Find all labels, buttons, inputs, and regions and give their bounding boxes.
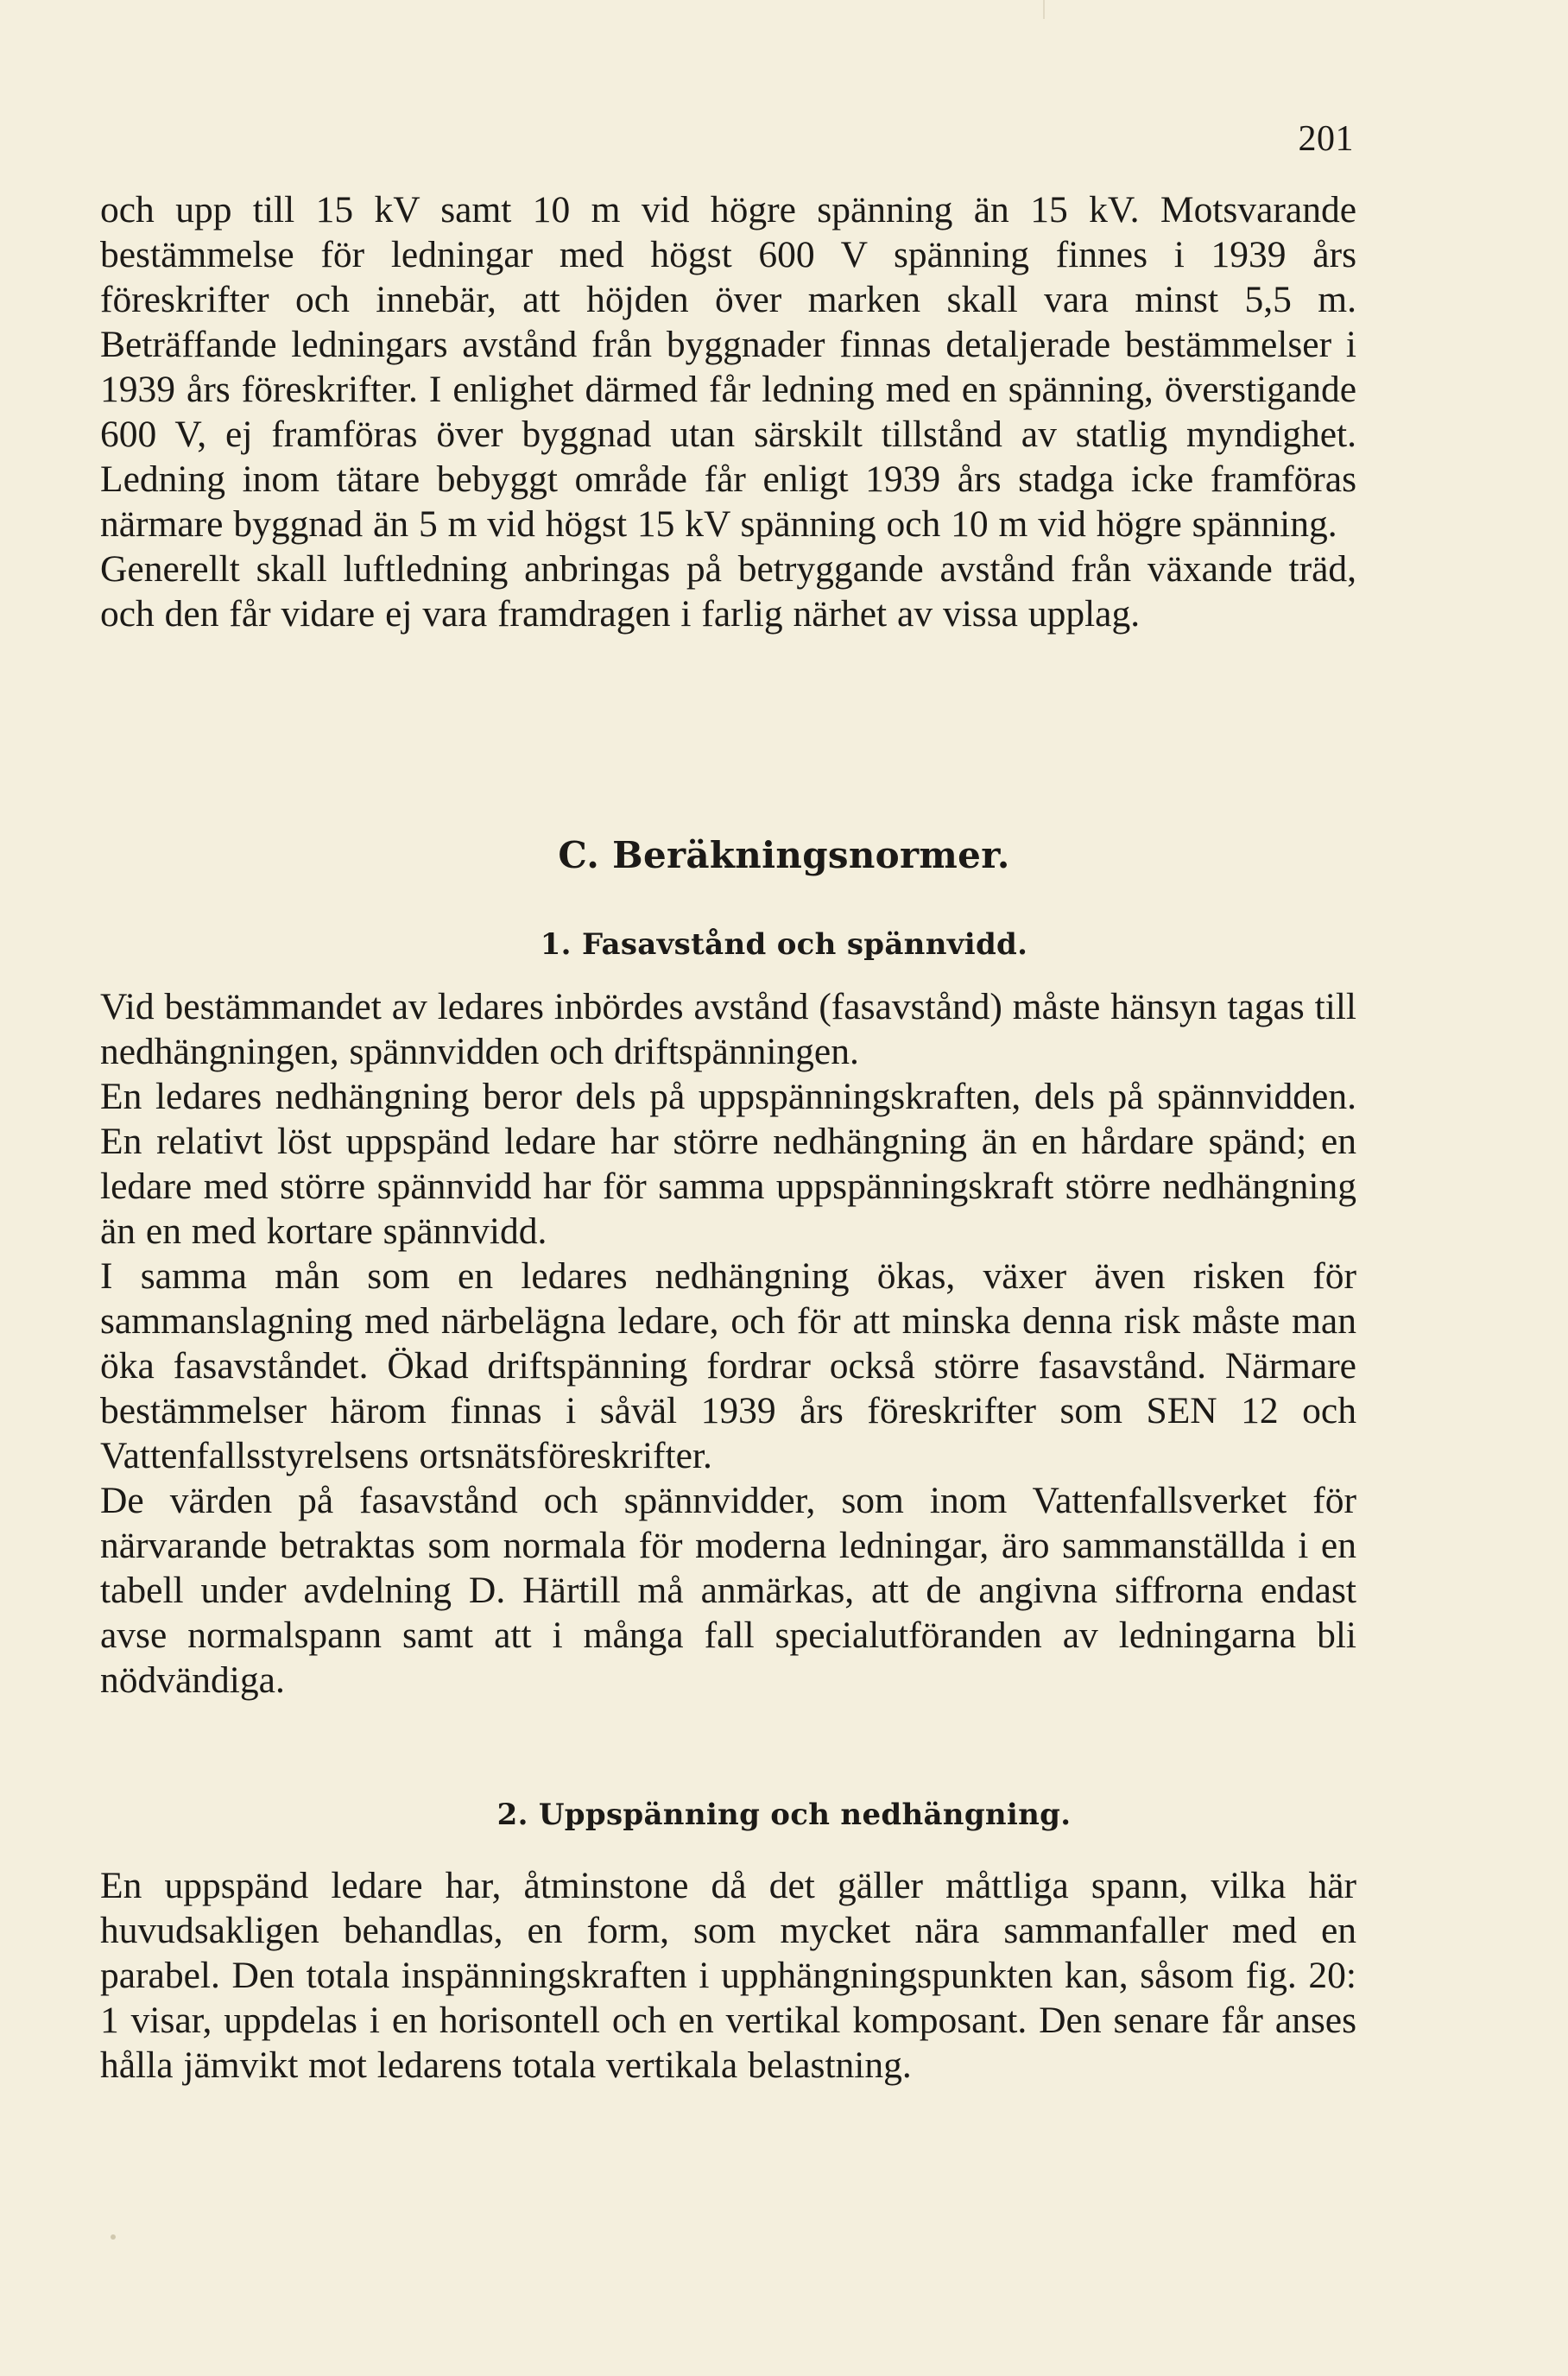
text-block-uppspanning xyxy=(100,1863,1356,2088)
text-block-fasavstand xyxy=(100,984,1356,1703)
page-number: 201 xyxy=(1298,119,1354,159)
paragraph: Generellt skall luftledning anbringas på betryggande avstånd från växande träd, och den får vidare ej vara framdragen i farlig närhet av vissa upplag. xyxy=(100,548,1356,635)
paragraph: och upp till 15 kV samt 10 m vid högre spänning än 15 kV. Motsvarande bestämmelse för ledningar med högst 600 V spänning finnes i 1939 års föreskrifter och innebär, att höjden över marken skall vara minst 5,5 m. Beträffande ledningars avstånd från byggnader finnas detaljerade bestämmelser i 1939 års föreskrifter. I enlighet därmed får ledning med en spänning, överstigande 600 V, ej framföras över byggnad utan särskilt tillstånd av statlig myndighet. Ledning inom tätare bebyggt område får enligt 1939 års stadga icke framföras närmare byggnad än 5 m vid högst 15 kV spänning och 10 m vid högre spänning. xyxy=(100,189,1356,545)
section-heading: C. Beräkningsnormer. xyxy=(558,834,1010,876)
paragraph: En ledares nedhängning beror dels på uppspänningskraften, dels på spännvidden. En relativt löst uppspänd ledare har större nedhängning än en hårdare spänd; en ledare med större spännvidd har för samma uppspänningskraft större nedhängning än en med kortare spännvidd. xyxy=(100,1076,1356,1252)
paragraph: De värden på fasavstånd och spännvidder, som inom Vattenfallsverket för närvarande betraktas som normala för moderna ledningar, äro sammanställda i en tabell under avdelning D. Härtill må anmärkas, att de angivna siffrorna endast avse normalspann samt att i många fall specialutföranden av ledningarna bli nödvändiga. xyxy=(100,1480,1356,1701)
scan-mark xyxy=(1043,0,1045,19)
subsection-heading: 1. Fasavstånd och spännvidd. xyxy=(540,927,1028,962)
paragraph: I samma mån som en ledares nedhängning ökas, växer även risken för sammanslagning med närbelägna ledare, och för att minska denna risk måste man öka fasavståndet. Ökad driftspänning fordrar också större fasavstånd. Närmare bestämmelser härom finnas i såväl 1939 års föreskrifter som SEN 12 och Vattenfallsstyrelsens ortsnätsföreskrifter. xyxy=(100,1255,1356,1476)
paragraph: En uppspänd ledare har, åtminstone då det gäller måttliga spann, vilka här huvudsakligen behandlas, en form, som mycket nära sammanfaller med en parabel. Den totala inspänningskraften i upphängningspunkten kan, såsom fig. 20: 1 visar, uppdelas i en horisontell och en vertikal komposant. Den senare får anses hålla jämvikt mot ledarens totala vertikala belastning. xyxy=(100,1865,1356,2086)
subsection-heading: 2. Uppspänning och nedhängning. xyxy=(496,1798,1072,1832)
paper-speck xyxy=(111,2234,116,2240)
text-block-continued xyxy=(100,187,1356,636)
paragraph: Vid bestämmandet av ledares inbördes avstånd (fasavstånd) måste hänsyn tagas till nedhängningen, spännvidden och driftspänningen. xyxy=(100,986,1356,1072)
